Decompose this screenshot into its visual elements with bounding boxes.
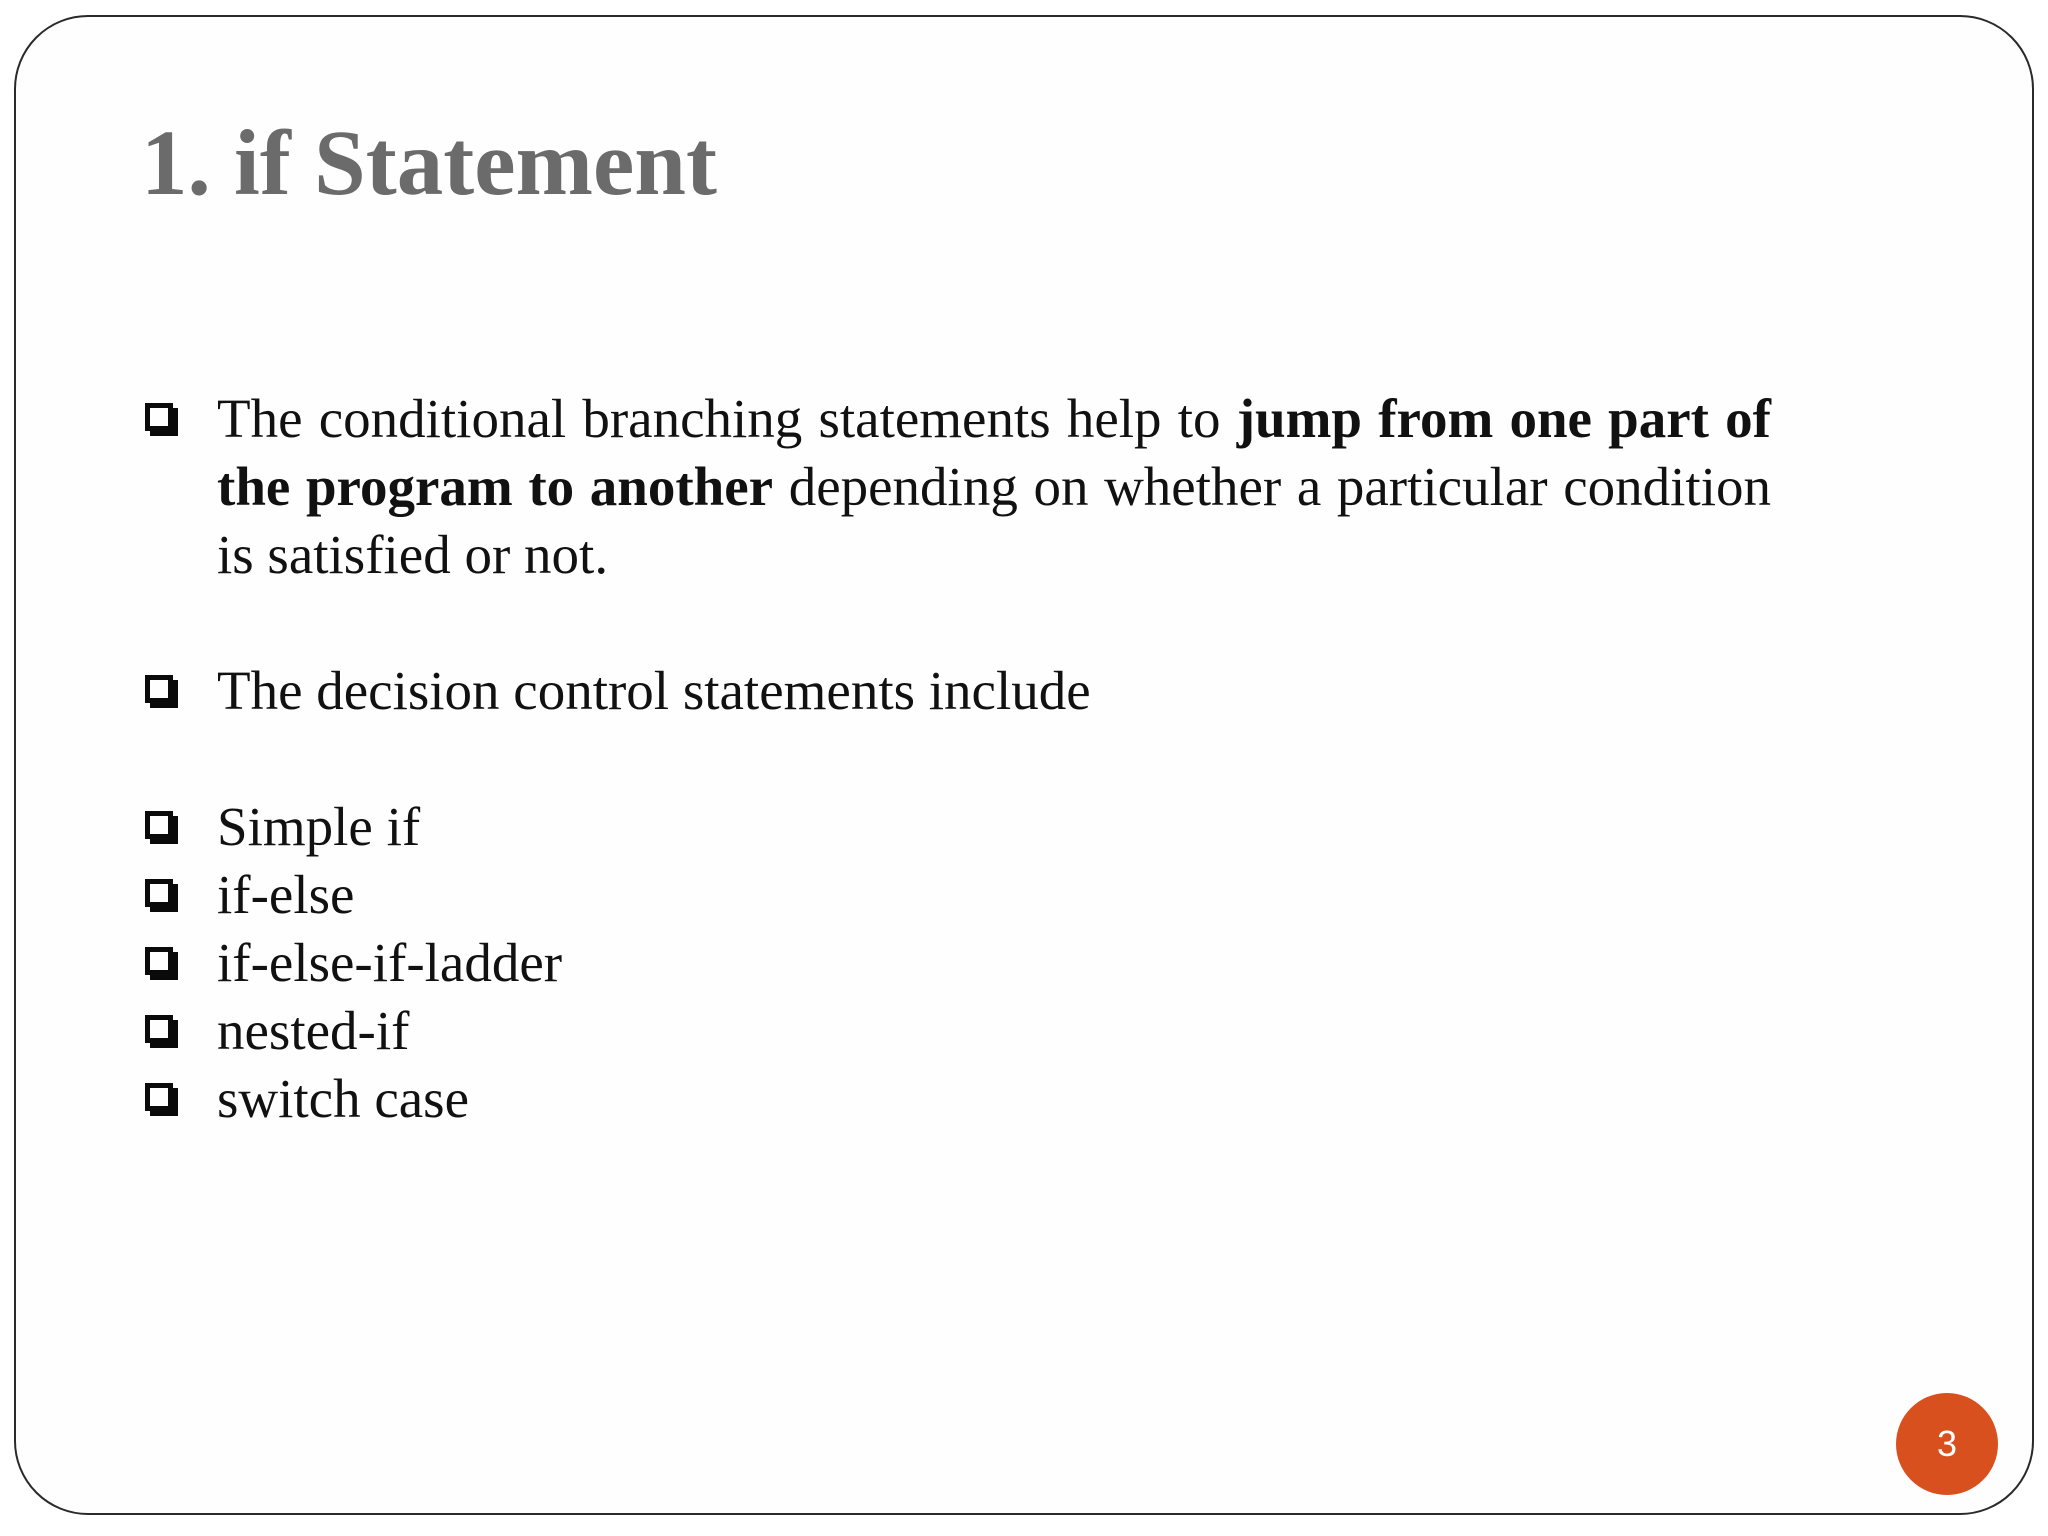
list-item — [141, 861, 1771, 929]
checkbox-square-icon — [145, 1083, 173, 1111]
list-item — [141, 997, 1771, 1065]
checkbox-square-icon — [145, 403, 173, 431]
list-item — [141, 1065, 1771, 1133]
paragraph-text-part1: The conditional branching statements help to — [217, 388, 1237, 449]
slide-content — [141, 385, 1771, 1133]
checkbox-square-icon — [145, 879, 173, 907]
slide — [14, 15, 2034, 1515]
checkbox-square-icon — [145, 811, 173, 839]
paragraph-text-bold: jump from one part of the program to another — [217, 388, 1771, 517]
list-item-label: Simple if — [217, 796, 421, 857]
bullet-text: The decision control statements include — [217, 660, 1091, 721]
checkbox-square-icon — [145, 1015, 173, 1043]
slide-title: 1. if Statement — [141, 112, 717, 215]
list-item-label: if-else-if-ladder — [217, 932, 563, 993]
paragraph-text-part2: depending on whether a particular condition is satisfied or not. — [217, 456, 1771, 585]
checkbox-square-icon — [145, 947, 173, 975]
checkbox-square-icon — [145, 675, 173, 703]
page-number: 3 — [1936, 1423, 1958, 1464]
list-item-label: switch case — [217, 1068, 469, 1129]
bullet-conditional-branching — [141, 385, 1771, 589]
list-item-label: nested-if — [217, 1000, 410, 1061]
list-item-label: if-else — [217, 864, 355, 925]
page-number-badge — [1896, 1393, 1998, 1495]
list-item — [141, 793, 1771, 861]
list-item — [141, 929, 1771, 997]
bullet-decision-control — [141, 657, 1771, 725]
